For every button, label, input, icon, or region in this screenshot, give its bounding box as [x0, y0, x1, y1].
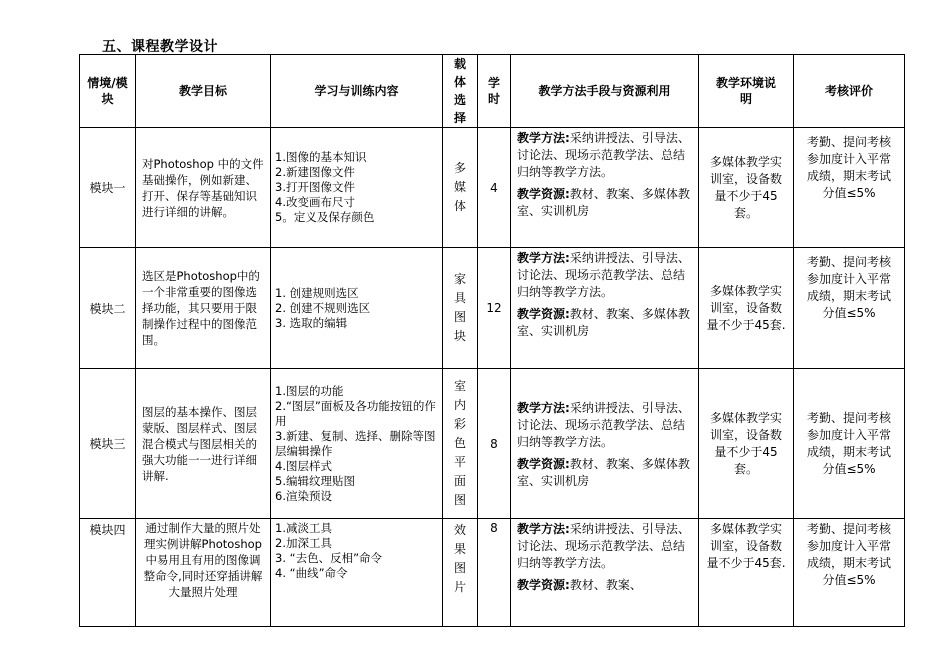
- content-item: 3.新建、复制、选择、删除等图层编辑操作: [275, 428, 436, 458]
- content-item: 3. “去色、反相”命令: [275, 551, 383, 565]
- content-item: 1. 创建规则选区: [275, 285, 359, 300]
- method-cell: [511, 369, 699, 519]
- header-module: 情境/模块: [80, 55, 136, 128]
- content-item: 2.“图层”面板及各功能按钮的作用: [275, 398, 436, 428]
- module-cell: 模块一: [80, 128, 136, 248]
- content-cell: [271, 128, 443, 248]
- env-cell: 多媒体教学实训室，设备数量不少于45套.: [699, 519, 794, 627]
- goal-cell: 选区是Photoshop中的一个非常重要的图像选择功能，其只要用于限制操作过程中的图像范围。: [136, 248, 271, 369]
- module-cell: 模块二: [80, 248, 136, 369]
- method-label: 教学方法:: [517, 400, 570, 415]
- content-item: 4. “曲线”命令: [275, 566, 348, 580]
- resource-text: 教材、教案、多媒体教室、实训机房: [517, 307, 690, 338]
- table-row: [80, 369, 905, 519]
- method-cell: [511, 128, 699, 248]
- resource-label: 教学资源:: [517, 187, 570, 201]
- content-item: 1.图层的功能: [275, 383, 344, 398]
- module-cell: 模块三: [80, 369, 136, 519]
- eval-cell: 考勤、提问考核参加度计入平常成绩，期末考试分值≤5%: [794, 128, 905, 248]
- content-cell: [271, 369, 443, 519]
- table-header-row: [80, 55, 905, 128]
- resource-label: 教学资源:: [517, 456, 570, 471]
- module-cell: 模块四: [80, 519, 136, 627]
- content-item: 6.渲染预设: [275, 488, 332, 503]
- content-item: 3.打开图像文件: [275, 180, 355, 194]
- resource-label: 教学资源:: [517, 578, 570, 592]
- carrier-cell: 家具图块: [443, 248, 478, 369]
- table-row: [80, 128, 905, 248]
- header-env: 教学环境说明: [699, 55, 794, 128]
- resource-text: 教材、教案、多媒体教室、实训机房: [517, 187, 690, 218]
- content-item: 3. 选取的编辑: [275, 315, 348, 330]
- goal-cell: 对Photoshop 中的文件基础操作，例如新建、打开、保存等基础知识进行详细的讲解。: [136, 128, 271, 248]
- table-row: [80, 248, 905, 369]
- hours-cell: 12: [478, 248, 511, 369]
- eval-cell: 考勤、提问考核参加度计入平常成绩，期末考试分值≤5%: [794, 519, 905, 627]
- method-cell: [511, 248, 699, 369]
- method-label: 教学方法:: [517, 522, 570, 536]
- eval-cell: 考勤、提问考核参加度计入平常成绩，期末考试分值≤5%: [794, 248, 905, 369]
- header-carrier: 载体选择: [443, 55, 478, 128]
- hours-cell: 8: [478, 519, 511, 627]
- content-item: 5.编辑纹理贴图: [275, 473, 355, 488]
- content-item: 1.减淡工具: [275, 521, 332, 535]
- header-method: 教学方法手段与资源利用: [511, 55, 699, 128]
- goal-cell: 通过制作大量的照片处理实例讲解Photoshop中易用且有用的图像调整命令,同时还穿插讲解大量照片处理: [136, 519, 271, 627]
- goal-cell: 图层的基本操作、图层蒙版、图层样式、图层混合模式与图层相关的强大功能一一进行详细讲解.: [136, 369, 271, 519]
- content-item: 2.加深工具: [275, 536, 332, 550]
- course-design-table: [79, 54, 905, 627]
- method-label: 教学方法:: [517, 131, 570, 145]
- env-cell: 多媒体教学实训室，设备数量不少于45套。: [699, 128, 794, 248]
- carrier-cell: 室内彩色平面图: [443, 369, 478, 519]
- header-goal: 教学目标: [136, 55, 271, 128]
- resource-text: 教材、教案、多媒体教室、实训机房: [517, 456, 690, 488]
- env-cell: 多媒体教学实训室，设备数量不少于45套.: [699, 248, 794, 369]
- content-item: 4.改变画布尺寸: [275, 195, 355, 209]
- header-eval: 考核评价: [794, 55, 905, 128]
- content-item: 2.新建图像文件: [275, 165, 355, 179]
- content-item: 5。定义及保存颜色: [275, 210, 375, 224]
- table-row: [80, 519, 905, 627]
- resource-label: 教学资源:: [517, 307, 570, 321]
- method-text: 采纳讲授法、引导法、讨论法、现场示范教学法、总结归纳等教学方法。: [517, 131, 690, 179]
- content-cell: [271, 248, 443, 369]
- section-title: 五、课程教学设计: [102, 39, 218, 55]
- method-label: 教学方法:: [517, 251, 570, 265]
- eval-cell: 考勤、提问考核参加度计入平常成绩，期末考试分值≤5%: [794, 369, 905, 519]
- carrier-cell: 效果图片: [443, 519, 478, 627]
- content-item: 1.图像的基本知识: [275, 150, 367, 164]
- hours-cell: 4: [478, 128, 511, 248]
- method-cell: [511, 519, 699, 627]
- content-item: 2. 创建不规则选区: [275, 300, 371, 315]
- content-item: 4.图层样式: [275, 458, 332, 473]
- env-cell: 多媒体教学实训室，设备数量不少于45套。: [699, 369, 794, 519]
- method-text: 采纳讲授法、引导法、讨论法、现场示范教学法、总结归纳等教学方法。: [517, 400, 690, 449]
- header-hours: 学时: [478, 55, 511, 128]
- header-content: 学习与训练内容: [271, 55, 443, 128]
- method-text: 采纳讲授法、引导法、讨论法、现场示范教学法、总结归纳等教学方法。: [517, 251, 690, 299]
- resource-text: 教材、教案、: [569, 578, 642, 592]
- content-cell: [271, 519, 443, 627]
- hours-cell: 8: [478, 369, 511, 519]
- carrier-cell: 多媒体: [443, 128, 478, 248]
- method-text: 采纳讲授法、引导法、讨论法、现场示范教学法、总结归纳等教学方法。: [517, 522, 690, 570]
